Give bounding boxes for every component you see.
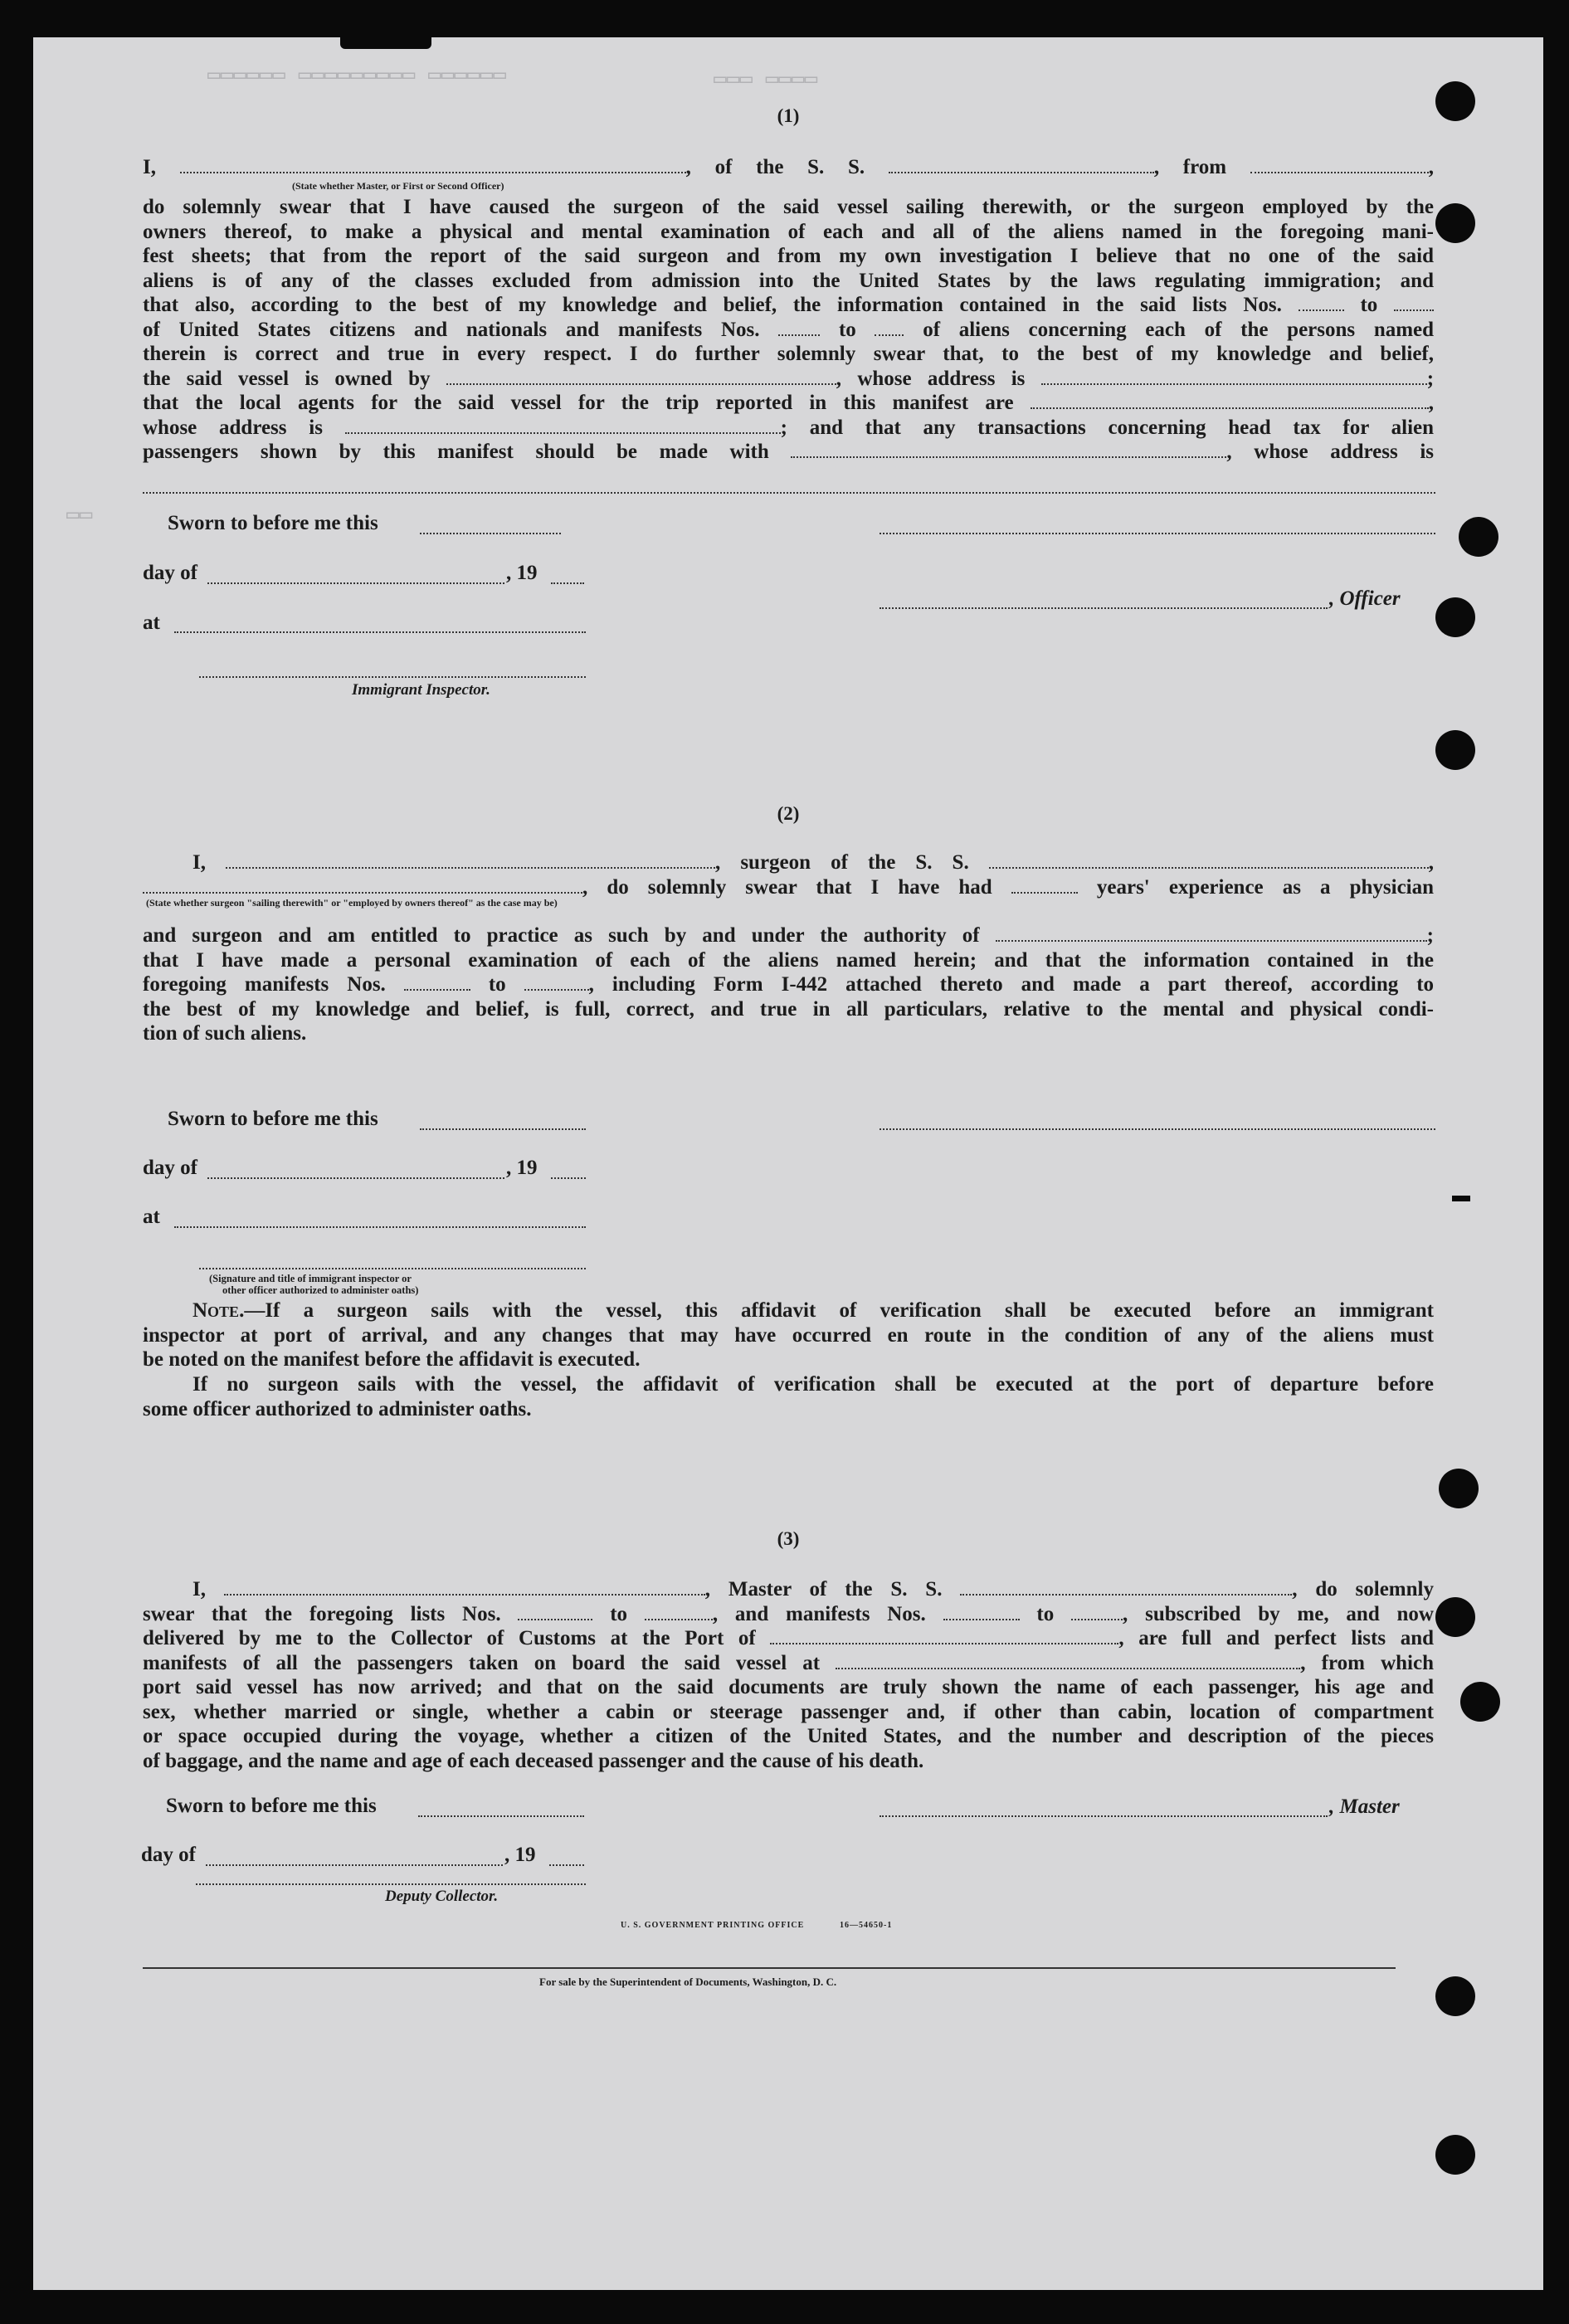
section-1-body: [143, 155, 1434, 180]
binder-hole: [1435, 203, 1475, 243]
section-3-month-field[interactable]: [206, 1864, 503, 1866]
bleed-through-text: ▭▭▭▭ ▭▭▭: [714, 67, 818, 92]
departure-port-field[interactable]: [1250, 160, 1429, 173]
section-3-sworn-label: Sworn to before me this: [166, 1795, 377, 1817]
note-paragraph-1: [143, 1298, 1434, 1372]
section-1-at-label: at: [143, 611, 160, 634]
section-1-number: (1): [777, 105, 800, 126]
section-1-line-4: fest sheets; that from the report of the said surgeon and from my own investigation I believe that no one of the said: [143, 245, 1434, 267]
bleed-through-text: ▭▭▭▭▭▭ ▭▭▭▭▭▭▭▭▭ ▭▭▭▭▭▭: [207, 63, 506, 88]
manifest-from-field[interactable]: [404, 977, 470, 991]
section-2-place-field[interactable]: [174, 1226, 586, 1228]
binder-hole: [1460, 1682, 1500, 1722]
master-signature-field[interactable]: [880, 1815, 1328, 1817]
section-3-manifests-from-field[interactable]: [943, 1607, 1020, 1620]
authority-field[interactable]: [996, 928, 1427, 942]
surgeon-name-field[interactable]: [226, 855, 715, 869]
embarkation-port-field[interactable]: [836, 1656, 1300, 1669]
section-1-year-label: , 19: [506, 562, 538, 584]
note-line-1: Note.—If a surgeon sails with the vessel, this affidavit of verification shall be executed before an immigrant: [192, 1299, 1434, 1322]
binder-hole: [1435, 1976, 1475, 2016]
note-line-4: If no surgeon sails with the vessel, the affidavit of verification shall be executed at the port of departure before: [192, 1373, 1434, 1396]
manifest-to-field[interactable]: [524, 977, 589, 991]
section-2-at-label: at: [143, 1206, 160, 1228]
section-1-line-7: of United States citizens and nationals and manifests Nos. to of aliens concerning each of the persons named: [143, 318, 1435, 341]
binder-hole: [1435, 1597, 1475, 1637]
local-agents-field[interactable]: [1031, 396, 1429, 409]
section-1-line-8: therein is correct and true in every respect. I do further solemnly swear that, to the best of my knowledge and belief,: [143, 343, 1434, 365]
affidavit-page: [33, 37, 1543, 2290]
officer-label: , Officer: [1329, 587, 1401, 610]
section-1-line-1: I, , of the S. S. , from ,: [143, 156, 1434, 178]
surgeon-signature-field[interactable]: [880, 1128, 1435, 1130]
form-number: 16—54650-1: [840, 1921, 893, 1930]
section-3-line-2: swear that the foregoing lists Nos. to , and manifests Nos. to , subscribed by me, and now: [143, 1602, 1434, 1625]
section-1-body-continued: [143, 195, 1434, 465]
note-line-2: inspector at port of arrival, and any changes that may have occurred en route in the condition of any of the aliens must: [143, 1323, 1434, 1347]
signature-caption-line-2: other officer authorized to administer oaths): [222, 1284, 419, 1296]
section-1-line-3: owners thereof, to make a physical and mental examination of each and all of the aliens named in the foregoing mani-: [143, 220, 1434, 243]
footer-rule: [143, 1967, 1396, 1969]
section-2-line-6: the best of my knowledge and belief, is full, correct, and true in all particulars, relative to the mental and physical condi-: [143, 997, 1434, 1021]
section-3-year-label: , 19: [504, 1844, 536, 1866]
section-2-line-5: foregoing manifests Nos. to , including Form I-442 attached thereto and made a part thereof, according to: [143, 973, 1435, 996]
section-1-signature-field[interactable]: [880, 533, 1435, 534]
immigrant-inspector-label: Immigrant Inspector.: [352, 681, 490, 699]
port-of-arrival-field[interactable]: [770, 1631, 1118, 1644]
note-line-5: some officer authorized to administer oaths.: [143, 1397, 532, 1420]
inspector-signature-field[interactable]: [199, 676, 586, 678]
deputy-collector-label: Deputy Collector.: [385, 1888, 499, 1905]
section-1-line-6: that also, according to the best of my knowledge and belief, the information contained in the said lists Nos. to: [143, 293, 1434, 318]
section-1-line-2: do solemnly swear that I have caused the surgeon of the said vessel sailing therewith, or the surgeon employed by the: [143, 196, 1434, 218]
bleed-through-text: ▭▭: [66, 503, 93, 528]
section-3-year-field[interactable]: [549, 1864, 584, 1866]
head-tax-address-field[interactable]: [143, 492, 1435, 494]
section-2-line-2: , do solemnly swear that I have had years' experience as a physician: [143, 875, 1434, 900]
section-2-month-field[interactable]: [207, 1177, 504, 1179]
section-2-year-field[interactable]: [551, 1177, 586, 1179]
section-3-day-of-label: day of: [141, 1844, 196, 1866]
ink-mark: [1452, 1196, 1470, 1201]
section-3-line-4: manifests of all the passengers taken on board the said vessel at , from which: [143, 1651, 1434, 1674]
section-1-month-field[interactable]: [207, 582, 504, 584]
note-line-3: be noted on the manifest before the affidavit is executed.: [143, 1348, 641, 1371]
section-3-line-7: or space occupied during the voyage, whether a citizen of the United States, and the number and description of the pieces: [143, 1725, 1434, 1747]
section-1-line-10: that the local agents for the said vessel for the trip reported in this manifest are ,: [143, 392, 1435, 414]
section-1-place-field[interactable]: [174, 631, 586, 633]
section-1-line-12: passengers shown by this manifest should be made with , whose address is: [143, 441, 1434, 463]
head-tax-contact-field[interactable]: [791, 445, 1226, 458]
for-sale-note: For sale by the Superintendent of Documents, Washington, D. C.: [539, 1976, 837, 1988]
surgeon-caption: (State whether surgeon "sailing therewith" or "employed by owners thereof" as the case may be): [146, 897, 558, 909]
inspector-2-signature-field[interactable]: [199, 1268, 586, 1269]
page-notch: [340, 37, 431, 49]
section-2-sworn-label: Sworn to before me this: [168, 1108, 378, 1130]
officer-caption: (State whether Master, or First or Second Officer): [292, 180, 504, 192]
section-1-year-field[interactable]: [551, 582, 584, 584]
officer-signature-field[interactable]: [880, 607, 1328, 609]
binder-hole: [1435, 730, 1475, 770]
note-paragraph-2: [143, 1372, 1434, 1421]
surgeon-vessel-field[interactable]: [989, 855, 1429, 869]
section-1-line-5: aliens is of any of the classes excluded from admission into the United States by the laws regulating immigration; and: [143, 269, 1434, 292]
section-3-lists-to-field[interactable]: [645, 1607, 713, 1620]
owner-address-field[interactable]: [1041, 372, 1427, 385]
section-2-sworn-date-field[interactable]: [420, 1128, 586, 1130]
gpo-imprint: U. S. GOVERNMENT PRINTING OFFICE: [621, 1921, 805, 1930]
section-3-manifests-to-field[interactable]: [1071, 1607, 1123, 1620]
binder-hole: [1459, 517, 1498, 557]
section-1-sworn-date-field[interactable]: [420, 533, 561, 534]
section-2-line-4: that I have made a personal examination of each of the aliens named herein; and that the information contained in the: [143, 948, 1434, 972]
section-2-body: [143, 850, 1434, 899]
section-1-day-of-label: day of: [143, 562, 197, 584]
binder-hole: [1439, 1469, 1479, 1508]
section-3-line-8: of baggage, and the name and age of each deceased passenger and the cause of his death.: [143, 1749, 924, 1772]
section-3-line-5: port said vessel has now arrived; and that on the said documents are truly shown the name of each passenger, his age and: [143, 1676, 1434, 1698]
section-2-line-7: tion of such aliens.: [143, 1022, 307, 1045]
section-3-lists-from-field[interactable]: [518, 1607, 592, 1620]
section-1-line-11: whose address is ; and that any transactions concerning head tax for alien: [143, 416, 1435, 439]
collector-signature-field[interactable]: [196, 1883, 586, 1885]
manifests-to-field[interactable]: [875, 323, 904, 336]
manifests-from-field[interactable]: [778, 323, 820, 336]
binder-hole: [1435, 2135, 1475, 2175]
years-experience-field[interactable]: [1011, 880, 1078, 894]
binder-hole: [1435, 597, 1475, 637]
section-2-line-3: and surgeon and am entitled to practice as such by and under the authority of ;: [143, 924, 1434, 947]
owner-field[interactable]: [446, 372, 836, 385]
section-3-sworn-date-field[interactable]: [418, 1815, 584, 1817]
signature-caption-line-1: (Signature and title of immigrant inspector or: [209, 1273, 412, 1284]
master-vessel-field[interactable]: [960, 1582, 1292, 1596]
section-2-body-continued: [143, 923, 1434, 1046]
master-label: , Master: [1329, 1795, 1400, 1818]
agents-address-field[interactable]: [345, 421, 781, 434]
note-label: Note.: [192, 1299, 245, 1322]
section-2-line-1: I, , surgeon of the S. S. ,: [192, 851, 1434, 874]
section-3-number: (3): [777, 1528, 800, 1549]
officer-name-field[interactable]: [180, 160, 686, 173]
lists-to-field[interactable]: [1394, 298, 1434, 311]
surgeon-status-field[interactable]: [143, 880, 582, 894]
vessel-name-field[interactable]: [889, 160, 1154, 173]
section-3-line-3: delivered by me to the Collector of Customs at the Port of , are full and perfect lists and: [143, 1627, 1435, 1649]
section-2-number: (2): [777, 803, 800, 824]
section-2-day-of-label: day of: [143, 1157, 197, 1179]
section-1-sworn-label: Sworn to before me this: [168, 512, 378, 534]
master-name-field[interactable]: [224, 1582, 705, 1596]
lists-from-field[interactable]: [1299, 298, 1344, 311]
section-2-year-label: , 19: [506, 1157, 538, 1179]
section-3-body: [143, 1577, 1434, 1773]
section-3-line-1: I, , Master of the S. S. , do solemnly: [192, 1578, 1434, 1600]
section-3-line-6: sex, whether married or single, whether a cabin or steerage passenger and, if other than cabin, location of compartment: [143, 1700, 1434, 1723]
section-1-line-9: the said vessel is owned by , whose address is ;: [143, 367, 1435, 390]
